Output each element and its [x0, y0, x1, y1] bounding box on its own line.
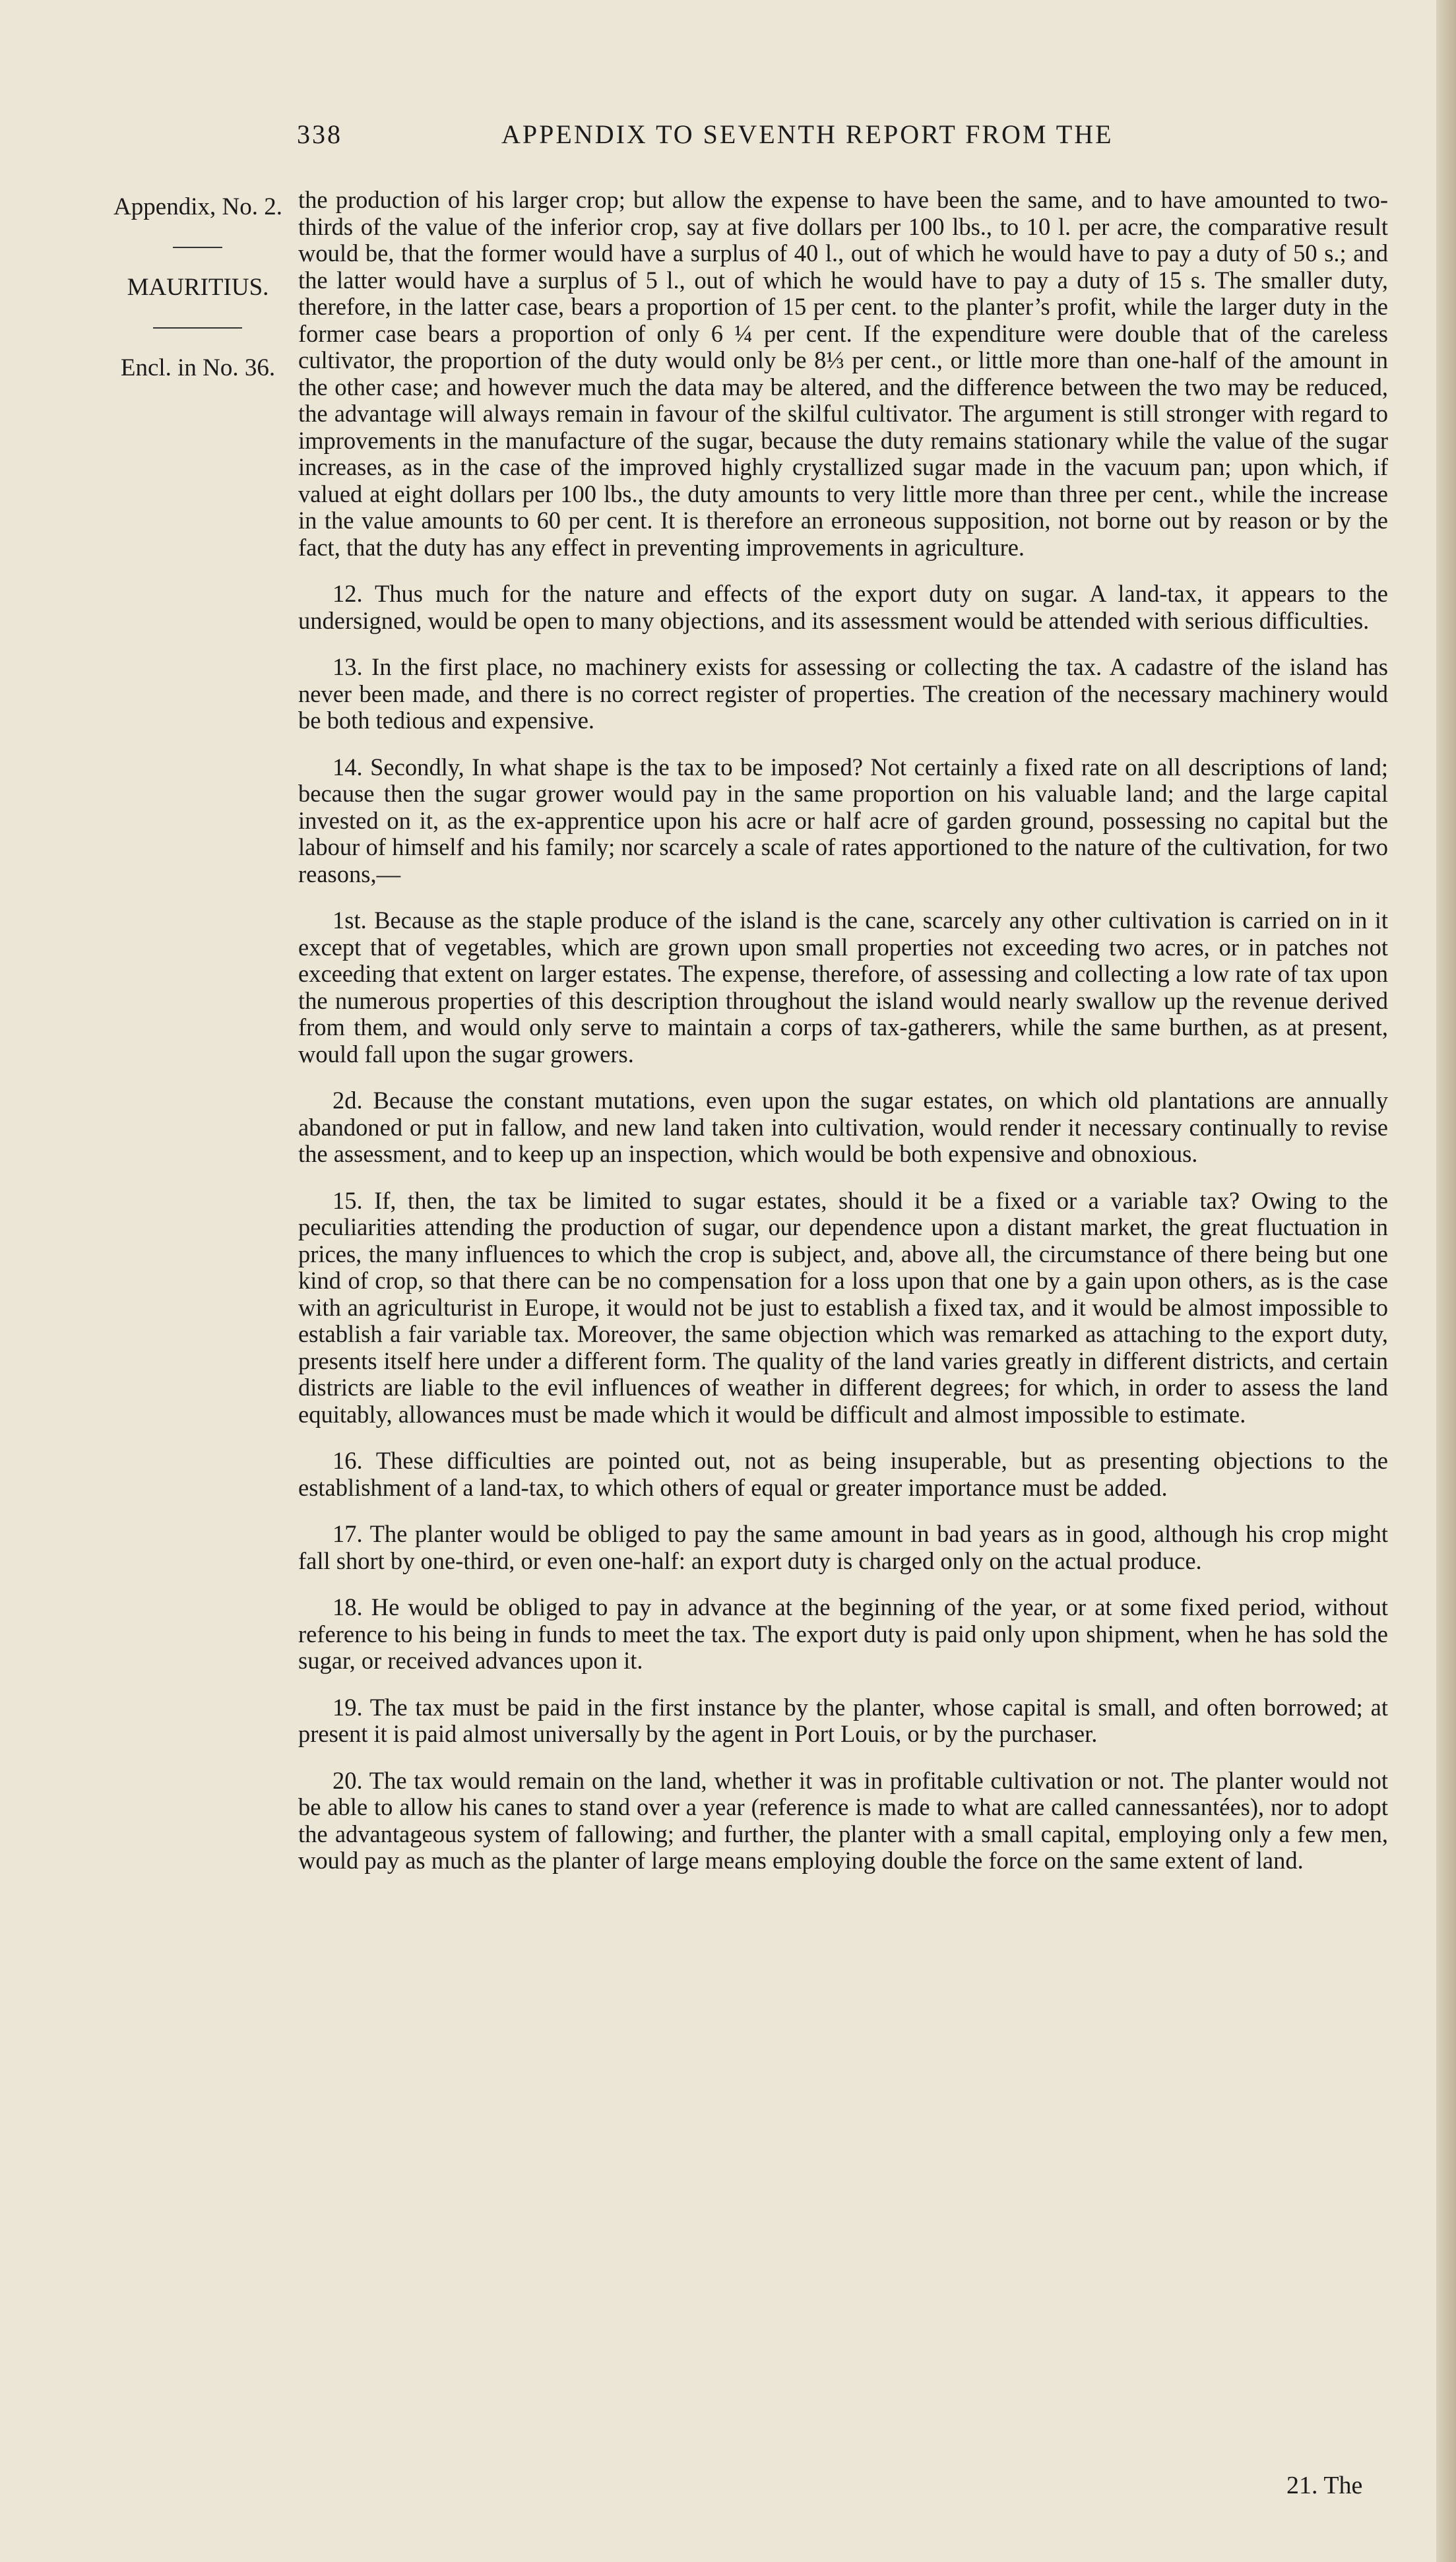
- margin-notes: [99, 187, 297, 388]
- paragraph-14: 14. Secondly, In what shape is the tax to be imposed? Not certainly a fixed rate on all descriptions of land; because then the sugar grower would pay in the same proportion on his valuable land; and the large capital invested on it, as the ex-apprentice upon his acre or half acre of garden ground, possessing no capital but the labour of himself and his family; nor scarcely a scale of rates apportioned to the nature of the cultivation, for two reasons,—: [298, 753, 1388, 887]
- paragraph-continued: the production of his larger crop; but allow the expense to have been the same, and to have amounted to two-thirds of the value of the inferior crop, say at five dollars per 100 lbs., to 10 l. per acre, the comparative result would be, that the former would have a surplus of 40 l., out of which he would have to pay a duty of 50 s.; and the latter would have a surplus of 5 l., out of which he would have to pay a duty of 15 s. The smaller duty, therefore, in the latter case, bears a proportion of 15 per cent. to the planter’s profit, while the larger duty in the former case bears a proportion of only 6 ¼ per cent. If the expenditure were double that of the careless cultivator, the proportion of the duty would only be 8⅓ per cent., or little more than one-half of the amount in the other case; and however much the data may be altered, and the difference between the two may be reduced, the advantage will always remain in favour of the skilful cultivator. The argument is still stronger with regard to improvements in the manufacture of the sugar, because the duty remains stationary while the value of the sugar increases, as in the case of the improved highly crystallized sugar made in the vacuum pan; upon which, if valued at eight dollars per 100 lbs., the duty amounts to very little more than three per cent., while the increase in the value amounts to 60 per cent. It is therefore an erroneous supposition, not borne out by reason or by the fact, that the duty has any effect in preventing improvements in agriculture.: [298, 186, 1388, 561]
- paragraph-19: 19. The tax must be paid in the first instance by the planter, whose capital is small, and often borrowed; at present it is paid almost universally by the agent in Port Louis, or by the purchaser.: [298, 1693, 1388, 1747]
- body-text: [298, 187, 1388, 1874]
- paragraph-12: 12. Thus much for the nature and effects of the export duty on sugar. A land-tax, it appears to the undersigned, would be open to many objections, and its assessment would be attended with serious difficulties.: [298, 580, 1388, 634]
- page-number: 338: [297, 119, 342, 149]
- paragraph-13: 13. In the first place, no machinery exists for assessing or collecting the tax. A cadastre of the island has never been made, and there is no correct register of properties. The creation of the necessary machinery would be both tedious and expensive.: [298, 653, 1388, 734]
- page-gutter: [1436, 0, 1456, 2562]
- margin-rule: [99, 307, 297, 348]
- margin-colony-note: MAURITIUS.: [127, 274, 269, 301]
- margin-enclosure-note: Encl. in No. 36.: [120, 354, 276, 381]
- paragraph-14-first-reason: 1st. Because as the staple produce of the island is the cane, scarcely any other cultivation is carried on in it except that of vegetables, which are grown upon small properties not exceeding two acres, or in patches not exceeding that extent on larger estates. The expense, therefore, of assessing and collecting a low rate of tax upon the numerous properties of this description throughout the island would nearly swallow up the revenue derived from them, and would only serve to maintain a corps of tax-gatherers, while the same burthen, as at present, would fall upon the sugar growers.: [298, 907, 1388, 1068]
- running-title: APPENDIX TO SEVENTH REPORT FROM THE: [501, 119, 1114, 149]
- paragraph-14-second-reason: 2d. Because the constant mutations, even upon the sugar estates, on which old plantations are annually abandoned or put in fallow, and new land taken into cultivation, would render it necessary continually to revise the assessment, and to keep up an inspection, which would be both expensive and obnoxious.: [298, 1087, 1388, 1167]
- paragraph-17: 17. The planter would be obliged to pay the same amount in bad years as in good, although his crop might fall short by one-third, or even one-half: an export duty is charged only on the actual produce.: [298, 1520, 1388, 1574]
- paragraph-15: 15. If, then, the tax be limited to sugar estates, should it be a fixed or a variable tax? Owing to the peculiarities attending the production of sugar, our dependence upon a distant market, the great fluctuation in prices, the many influences to which the crop is subject, and, above all, the circumstance of there being but one kind of crop, so that there can be no compensation for a loss upon that one by a gain upon others, as is the case with an agriculturist in Europe, it would not be just to establish a fixed tax, and it would be almost impossible to establish a fair variable tax. Moreover, the same objection which was remarked as attaching to the export duty, presents itself here under a different form. The quality of the land varies greatly in different districts, and certain districts are liable to the evil influences of weather in different degrees; for which, in order to assess the land equitably, allowances must be made which it would be difficult and almost impossible to estimate.: [298, 1186, 1388, 1428]
- page-header: [297, 119, 1418, 158]
- paragraph-18: 18. He would be obliged to pay in advance at the beginning of the year, or at some fixed period, without reference to his being in funds to meet the tax. The export duty is paid only upon shipment, when he has sold the sugar, or received advances upon it.: [298, 1593, 1388, 1674]
- margin-appendix-note: Appendix, No. 2.: [113, 193, 282, 220]
- paragraph-20: 20. The tax would remain on the land, whether it was in profitable cultivation or not. The planter would not be able to allow his canes to stand over a year (reference is made to what are called cannessantées), nor to adopt the advantageous system of fallowing; and further, the planter with a small capital, employing only a few men, would pay as much as the planter of large means employing double the force on the same extent of land.: [298, 1766, 1388, 1874]
- catchword: 21. The: [1286, 2472, 1363, 2499]
- margin-rule: [99, 227, 297, 267]
- paragraph-16: 16. These difficulties are pointed out, not as being insuperable, but as presenting objections to the establishment of a land-tax, to which others of equal or greater importance must be added.: [298, 1447, 1388, 1501]
